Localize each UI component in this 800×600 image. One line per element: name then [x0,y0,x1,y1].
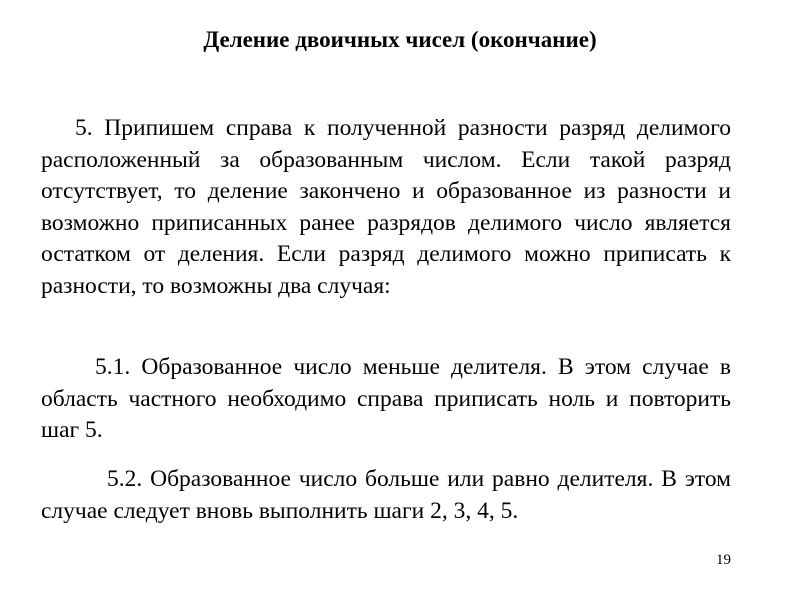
slide-title: Деление двоичных чисел (окончание) [203,27,597,52]
paragraph-case-5-1: 5.1. Образованное число меньше делителя. В этом случае в область частного необходимо справа приписать ноль и повторить шаг 5. [41,354,731,444]
paragraph-case-5-2: 5.2. Образованное число больше или равно делителя. В этом случае следует вновь выполнить шаги 2, 3, 4, 5. [41,466,731,524]
paragraph-step-5: 5. Припишем справа к полученной разности разряд делимого расположенный за образованным числом. Если такой разряд отсутствует, то деление закончено и образованное из разности и возможно приписанных ранее разрядов делимого число является остатком от деления. Если разряд делимого можно приписать к разности, то возможны два случая: [41,115,731,299]
page-number: 19 [716,552,731,568]
